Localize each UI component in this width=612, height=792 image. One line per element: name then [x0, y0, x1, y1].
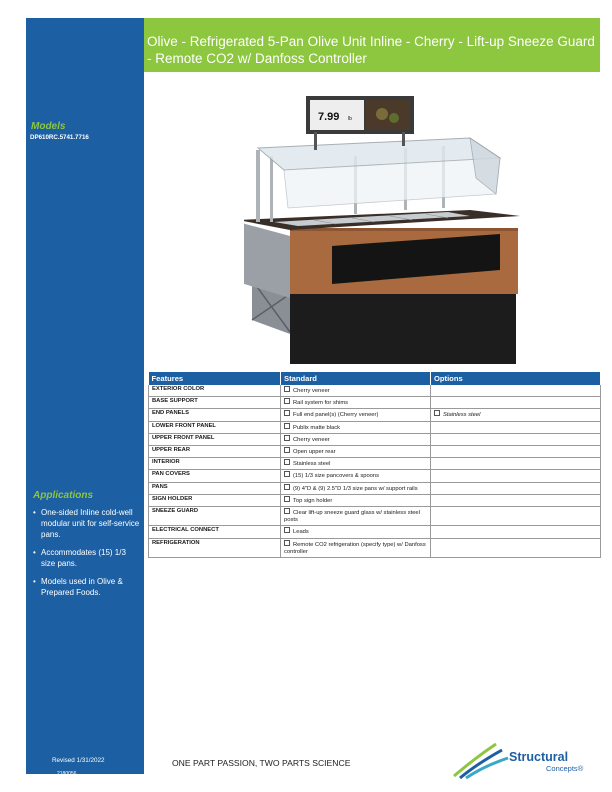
table-row: [149, 385, 601, 397]
application-item: • Models used in Olive & Prepared Foods.: [33, 576, 141, 598]
checkbox-icon: [284, 508, 290, 514]
feature-cell: REFRIGERATION: [149, 538, 281, 557]
standard-text: (15) 1/3 size pancovers & spoons: [293, 473, 380, 480]
models-heading: Models: [31, 121, 66, 132]
applications-heading: Applications: [33, 490, 94, 501]
table-body: [149, 385, 601, 558]
features-table: [148, 372, 601, 558]
standard-cell: [281, 526, 431, 538]
option-cell: [431, 494, 601, 506]
lower-front-panel: [290, 284, 516, 364]
checkbox-icon: [284, 410, 290, 416]
table-row: [149, 526, 601, 538]
feature-cell: BASE SUPPORT: [149, 397, 281, 409]
model-code: DP610RC.5741.7716: [30, 134, 89, 141]
applications-list: [33, 507, 141, 605]
standard-cell: [281, 538, 431, 557]
header-options: Options: [431, 372, 601, 385]
standard-cell: [281, 470, 431, 482]
feature-cell: END PANELS: [149, 409, 281, 421]
application-item: • One-sided Inline cold-well modular unit for self-service pans.: [33, 507, 141, 540]
standard-text: Remote CO2 refrigeration (specify type) w/ Danfoss controller: [284, 541, 426, 555]
feature-cell: UPPER REAR: [149, 446, 281, 458]
option-cell: [431, 446, 601, 458]
table-header-row: [149, 372, 601, 385]
standard-cell: [281, 421, 431, 433]
table-row: [149, 421, 601, 433]
standard-text: Cherry veneer: [293, 436, 330, 443]
standard-text: Cherry veneer: [293, 388, 330, 394]
table-row: [149, 494, 601, 506]
feature-cell: PANS: [149, 482, 281, 494]
option-cell: [431, 507, 601, 526]
standard-cell: [281, 494, 431, 506]
standard-text: Full end panel(s) (Cherry veneer): [293, 412, 379, 419]
option-cell: [431, 421, 601, 433]
checkbox-icon: [284, 386, 290, 392]
table-row: [149, 507, 601, 526]
option-text: Stainless steel: [443, 412, 481, 419]
option-cell: [431, 470, 601, 482]
standard-text: Top sign holder: [293, 497, 333, 504]
company-logo: [452, 740, 592, 780]
option-cell: [431, 482, 601, 494]
tagline: ONE PART PASSION, TWO PARTS SCIENCE: [172, 758, 351, 768]
sign-suffix: lb: [348, 116, 352, 122]
feature-cell: PAN COVERS: [149, 470, 281, 482]
standard-cell: [281, 446, 431, 458]
checkbox-icon: [284, 471, 290, 477]
option-cell: [431, 397, 601, 409]
sneeze-guard-post: [256, 150, 260, 222]
logo-sub-text: [546, 764, 583, 773]
feature-cell: SNEEZE GUARD: [149, 507, 281, 526]
checkbox-icon: [284, 447, 290, 453]
feature-cell: ELECTRICAL CONNECT: [149, 526, 281, 538]
table-row: [149, 482, 601, 494]
standard-text: Stainless steel: [293, 461, 331, 468]
logo-main-text: Structural: [509, 750, 569, 764]
logo-swoosh-icon: [452, 740, 512, 780]
standard-cell: [281, 433, 431, 445]
standard-cell: [281, 507, 431, 526]
feature-cell: UPPER FRONT PANEL: [149, 433, 281, 445]
logo-sub-word: Concepts: [546, 764, 578, 773]
table-row: [149, 538, 601, 557]
table-row: [149, 433, 601, 445]
feature-cell: LOWER FRONT PANEL: [149, 421, 281, 433]
logo-registered-mark: ®: [577, 764, 584, 773]
checkbox-icon: [284, 540, 290, 546]
standard-text: (9) 4"D & (9) 2.5"D 1/3 size pans w/ support rails: [293, 485, 418, 492]
feature-cell: INTERIOR: [149, 458, 281, 470]
table-row: [149, 397, 601, 409]
option-cell: [431, 385, 601, 397]
option-cell: [431, 538, 601, 557]
standard-cell: [281, 458, 431, 470]
checkbox-icon: [284, 484, 290, 490]
feature-cell: EXTERIOR COLOR: [149, 385, 281, 397]
checkbox-icon: [284, 459, 290, 465]
standard-text: Clear lift-up sneeze guard glass w/ stainless steel posts: [284, 510, 420, 524]
table-row: [149, 446, 601, 458]
feature-cell: SIGN HOLDER: [149, 494, 281, 506]
sign-photo: [366, 100, 410, 130]
option-cell: [431, 433, 601, 445]
revised-date: Revised 1/31/2022: [52, 757, 105, 764]
table-row: [149, 470, 601, 482]
application-item: • Accommodates (15) 1/3 size pans.: [33, 547, 141, 569]
header-standard: Standard: [281, 372, 431, 385]
checkbox-icon: [284, 423, 290, 429]
standard-cell: [281, 409, 431, 421]
checkbox-icon: [284, 527, 290, 533]
table-row: [149, 409, 601, 421]
header-features: Features: [149, 372, 281, 385]
page-title: Olive - Refrigerated 5-Pan Olive Unit Inline - Cherry - Lift-up Sneeze Guard - Remote CO2 w/ Danfoss Controller: [147, 34, 595, 66]
standard-text: Open upper rear: [293, 449, 336, 456]
product-image: [244, 94, 534, 366]
option-cell: [431, 409, 601, 421]
standard-cell: [281, 385, 431, 397]
sneeze-guard-post: [270, 156, 273, 222]
standard-cell: [281, 482, 431, 494]
standard-cell: [281, 397, 431, 409]
option-cell: [431, 526, 601, 538]
option-cell: [431, 458, 601, 470]
standard-text: Rail system for shims: [293, 400, 349, 407]
checkbox-icon: [284, 435, 290, 441]
standard-text: Publix matte black: [293, 424, 341, 431]
table-row: [149, 458, 601, 470]
checkbox-icon: [284, 496, 290, 502]
standard-text: Leads: [293, 529, 309, 536]
sign-price: 7.99: [318, 111, 340, 123]
checkbox-icon: [434, 410, 440, 416]
checkbox-icon: [284, 398, 290, 404]
document-number: 2180056: [57, 771, 77, 777]
end-panel: [244, 222, 290, 298]
